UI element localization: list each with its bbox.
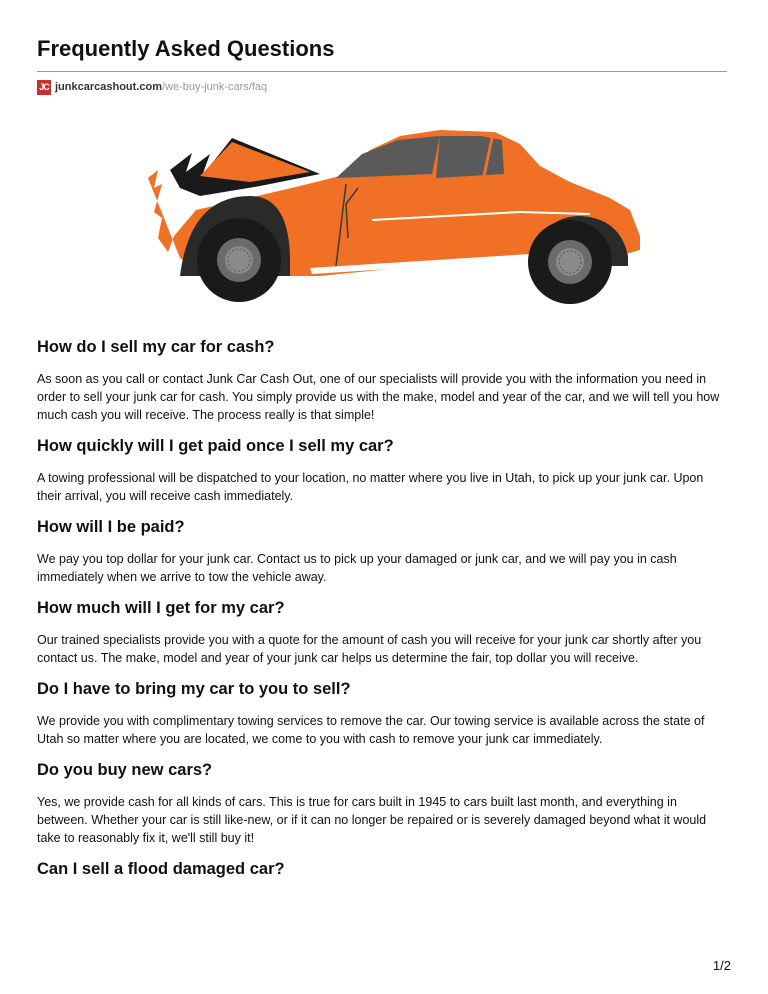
faq-item — [37, 679, 731, 748]
faq-item — [37, 517, 731, 586]
faq-answer: Our trained specialists provide you with a quote for the amount of cash you will receive for your junk car shortly after you contact us. The make, model and year of your junk car helps us determine the fair, top dollar you will receive. — [37, 633, 702, 665]
faq-question: Do I have to bring my car to you to sell? — [37, 680, 351, 698]
side-window — [436, 136, 504, 178]
faq-question: How do I sell my car for cash? — [37, 338, 275, 356]
faq-question: Do you buy new cars? — [37, 761, 213, 779]
faq-item — [37, 598, 731, 667]
faq-item — [37, 859, 731, 879]
faq-item — [37, 436, 731, 505]
source-link[interactable] — [55, 81, 267, 93]
faq-question: How much will I get for my car? — [37, 599, 285, 617]
faq-question: How quickly will I get paid once I sell my car? — [37, 437, 394, 455]
faq-answer: We pay you top dollar for your junk car. Contact us to pick up your damaged or junk car, and we will pay you in cash immediately when we arrive to tow the vehicle away. — [37, 552, 677, 584]
faq-answer: As soon as you call or contact Junk Car Cash Out, one of our specialists will provide you with the information you need in order to sell your junk car for cash. You simply provide us with the make, model and year of the car, and we will tell you how much cash you will receive. The process really is that simple! — [37, 372, 720, 422]
faq-item — [37, 337, 731, 424]
source-domain: junkcarcashout.com — [55, 81, 162, 93]
site-logo-icon: JC — [37, 80, 51, 95]
title-divider — [37, 71, 727, 72]
faq-question: How will I be paid? — [37, 518, 185, 536]
page-title: Frequently Asked Questions — [37, 36, 335, 61]
source-line — [37, 78, 267, 96]
faq-question: Can I sell a flood damaged car? — [37, 860, 285, 878]
page-number: 1/2 — [712, 958, 731, 973]
faq-answer: Yes, we provide cash for all kinds of cars. This is true for cars built in 1945 to cars built last month, and everything in between. Whether your car is still like-new, or if it can no longer be repaired or is severely damaged beyond what it would take to reasonably fix it, we'll still buy it! — [37, 795, 707, 845]
faq-answer: A towing professional will be dispatched to your location, no matter where you live in Utah, to pick up your junk car. Upon their arrival, you will receive cash immediately. — [37, 471, 704, 503]
wrecked-car-image — [140, 126, 660, 310]
source-path: /we-buy-junk-cars/faq — [161, 81, 268, 93]
faq-answer: We provide you with complimentary towing services to remove the car. Our towing service is available across the state of Utah so matter where you are located, we come to you with cash to remove your junk car immediately. — [37, 714, 705, 746]
faq-list — [37, 337, 731, 892]
faq-item — [37, 760, 731, 847]
